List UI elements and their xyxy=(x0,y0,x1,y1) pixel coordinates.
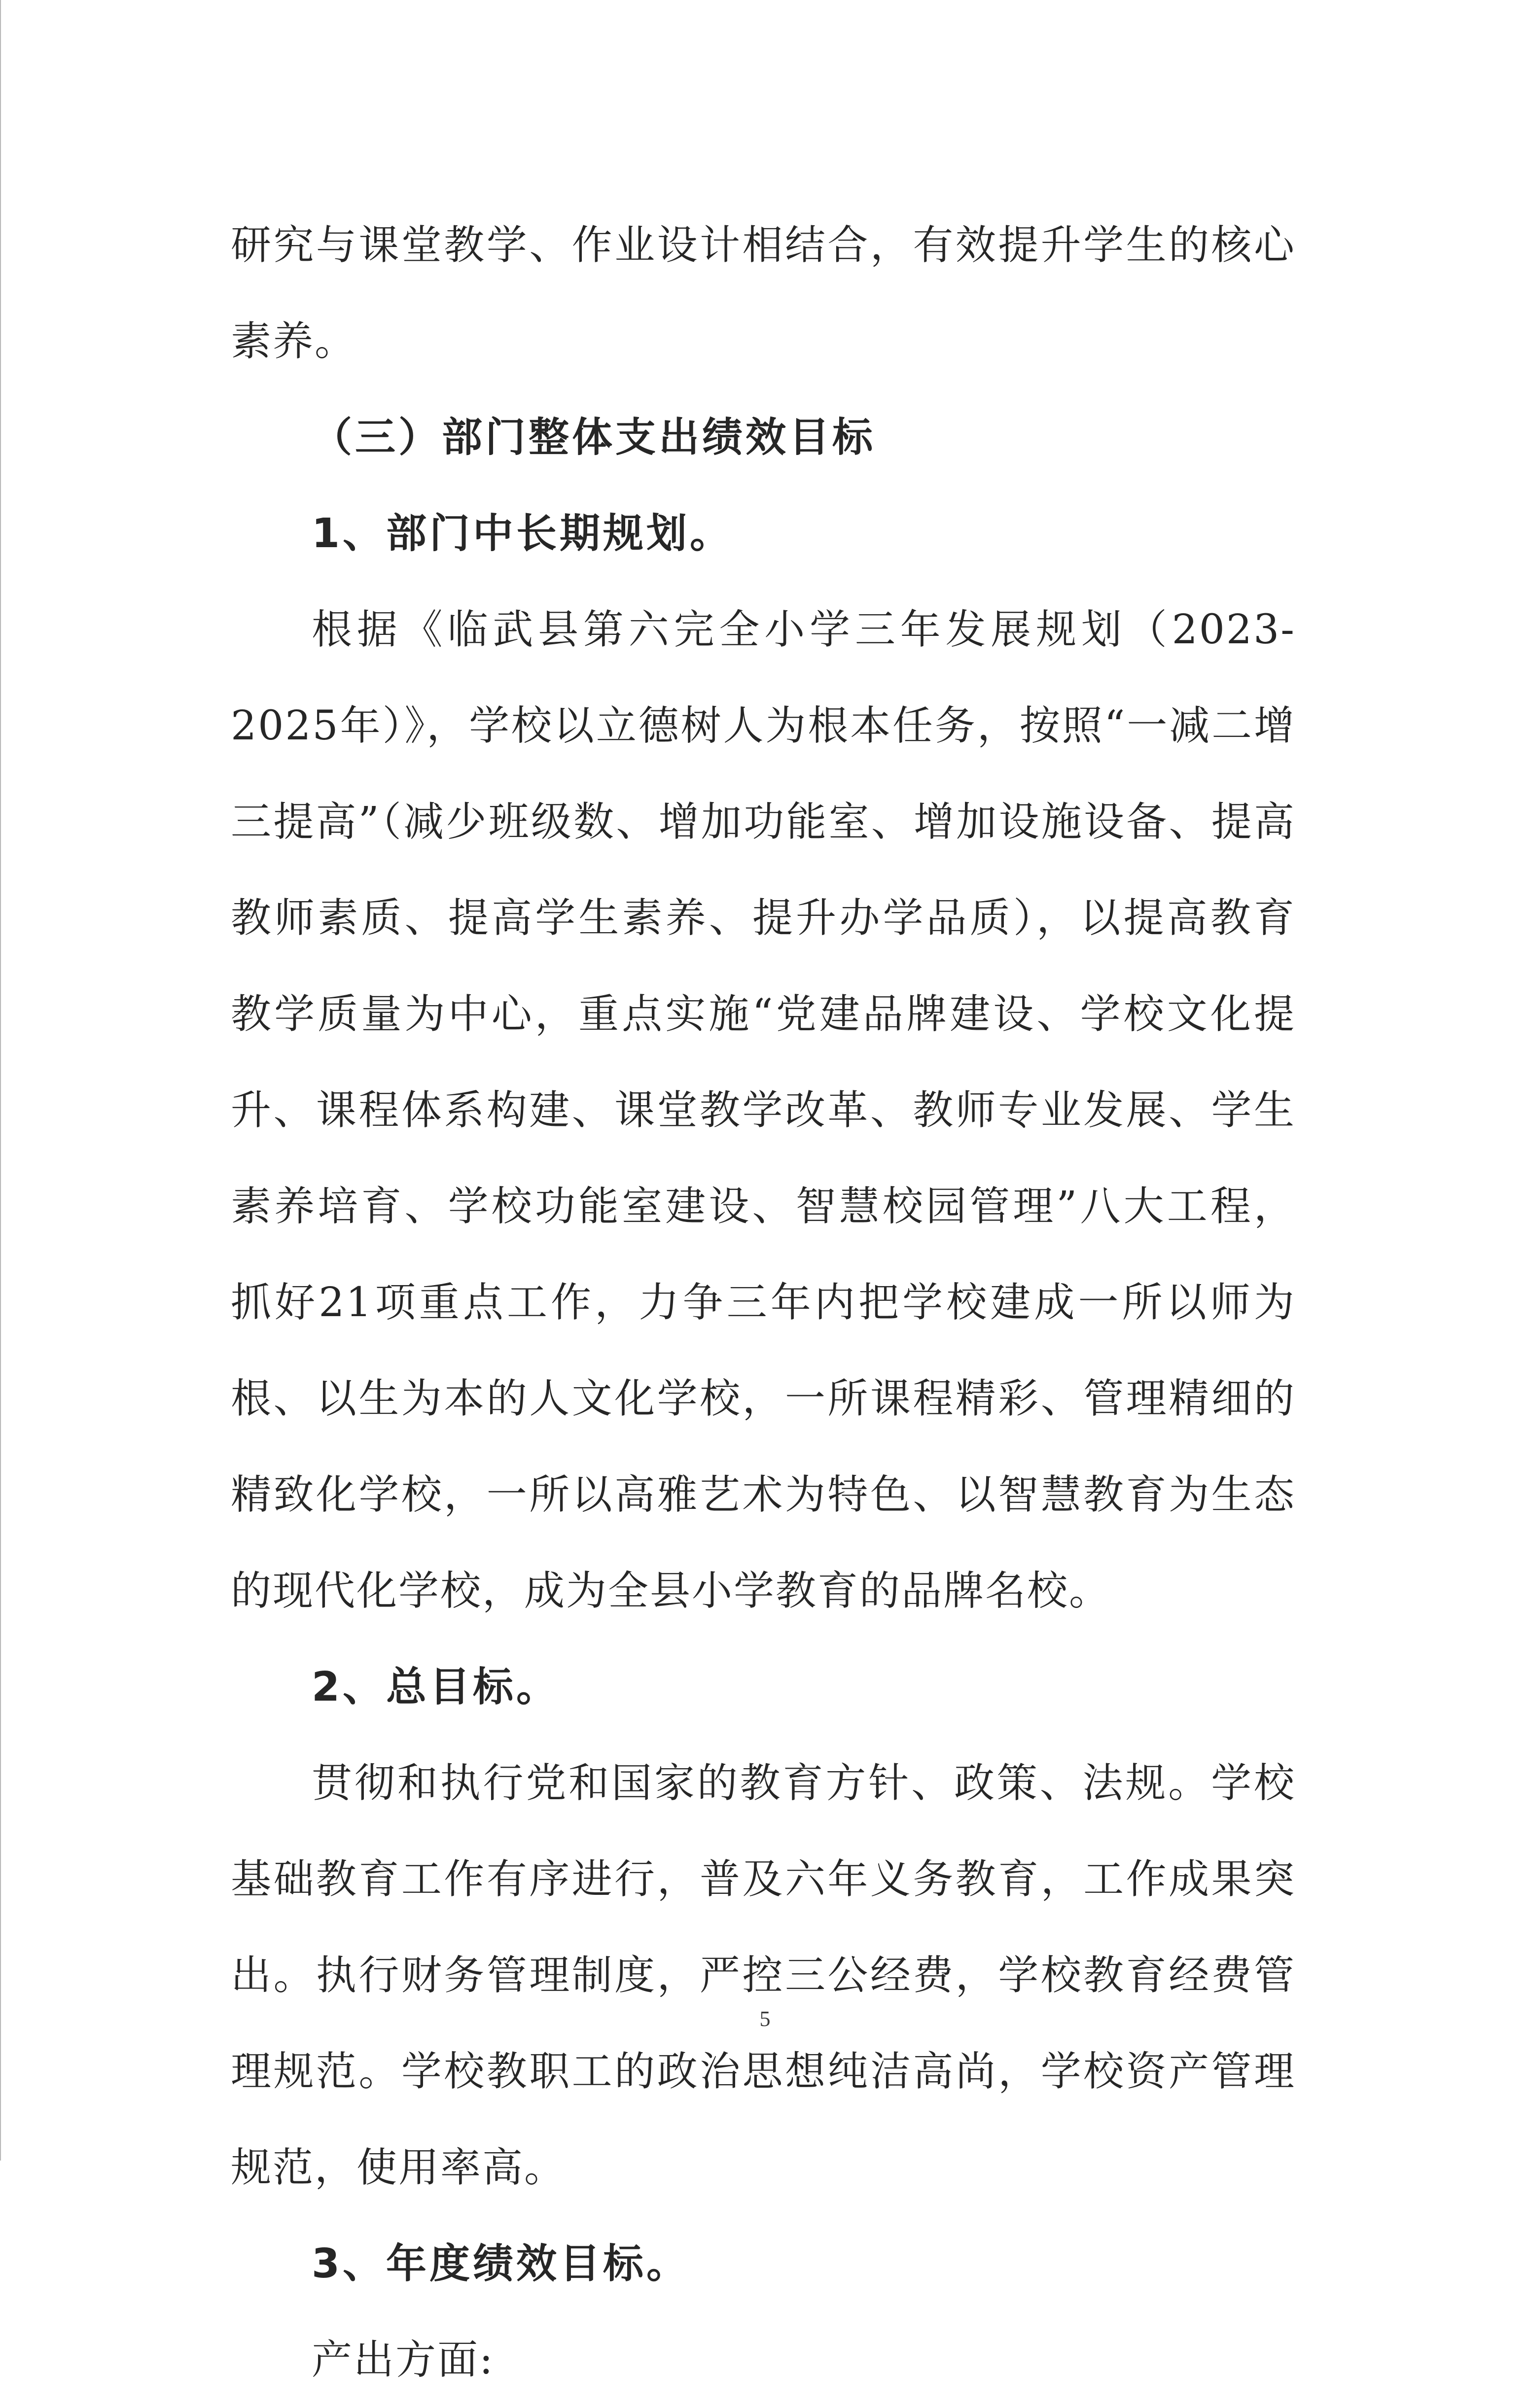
document-body xyxy=(231,197,1296,2408)
item1-heading: 1、部门中长期规划。 xyxy=(312,510,734,557)
output-label: 产出方面: xyxy=(312,2337,495,2383)
continuation-paragraph: 研究与课堂教学、作业设计相结合，有效提升学生的核心素养。 xyxy=(231,222,1296,365)
item2-heading: 2、总目标。 xyxy=(312,1664,560,1710)
item1-paragraph: 根据《临武县第六完全小学三年发展规划（2023-2025年）》，学校以立德树人为根本任务，按照“一减二增三提高”（减少班级数、增加功能室、增加设施设备、提高教师素质、提高学生素养、提升办学品质），以提高教育教学质量为中心，重点实施“党建品牌建设、学校文化提升、课程体系构建、课堂教学改革、教师专业发展、学生素养培育、学校功能室建设、智慧校园管理”八大工程，抓好21项重点工作，力争三年内把学校建成一所以师为根、以生为本的人文化学校，一所课程精彩、管理精细的精致化学校，一所以高雅艺术为特色、以智慧教育为生态的现代化学校，成为全县小学教育的品牌名校。 xyxy=(231,606,1296,1614)
section-heading: （三）部门整体支出绩效目标 xyxy=(312,414,876,461)
item2-paragraph: 贯彻和执行党和国家的教育方针、政策、法规。学校基础教育工作有序进行，普及六年义务教育，工作成果突出。执行财务管理制度，严控三公经费，学校教育经费管理规范。学校教职工的政治思想纯洁高尚，学校资产管理规范，使用率高。 xyxy=(231,1760,1296,2191)
page-number: 5 xyxy=(759,2007,771,2031)
item3-heading: 3、年度绩效目标。 xyxy=(312,2240,690,2287)
